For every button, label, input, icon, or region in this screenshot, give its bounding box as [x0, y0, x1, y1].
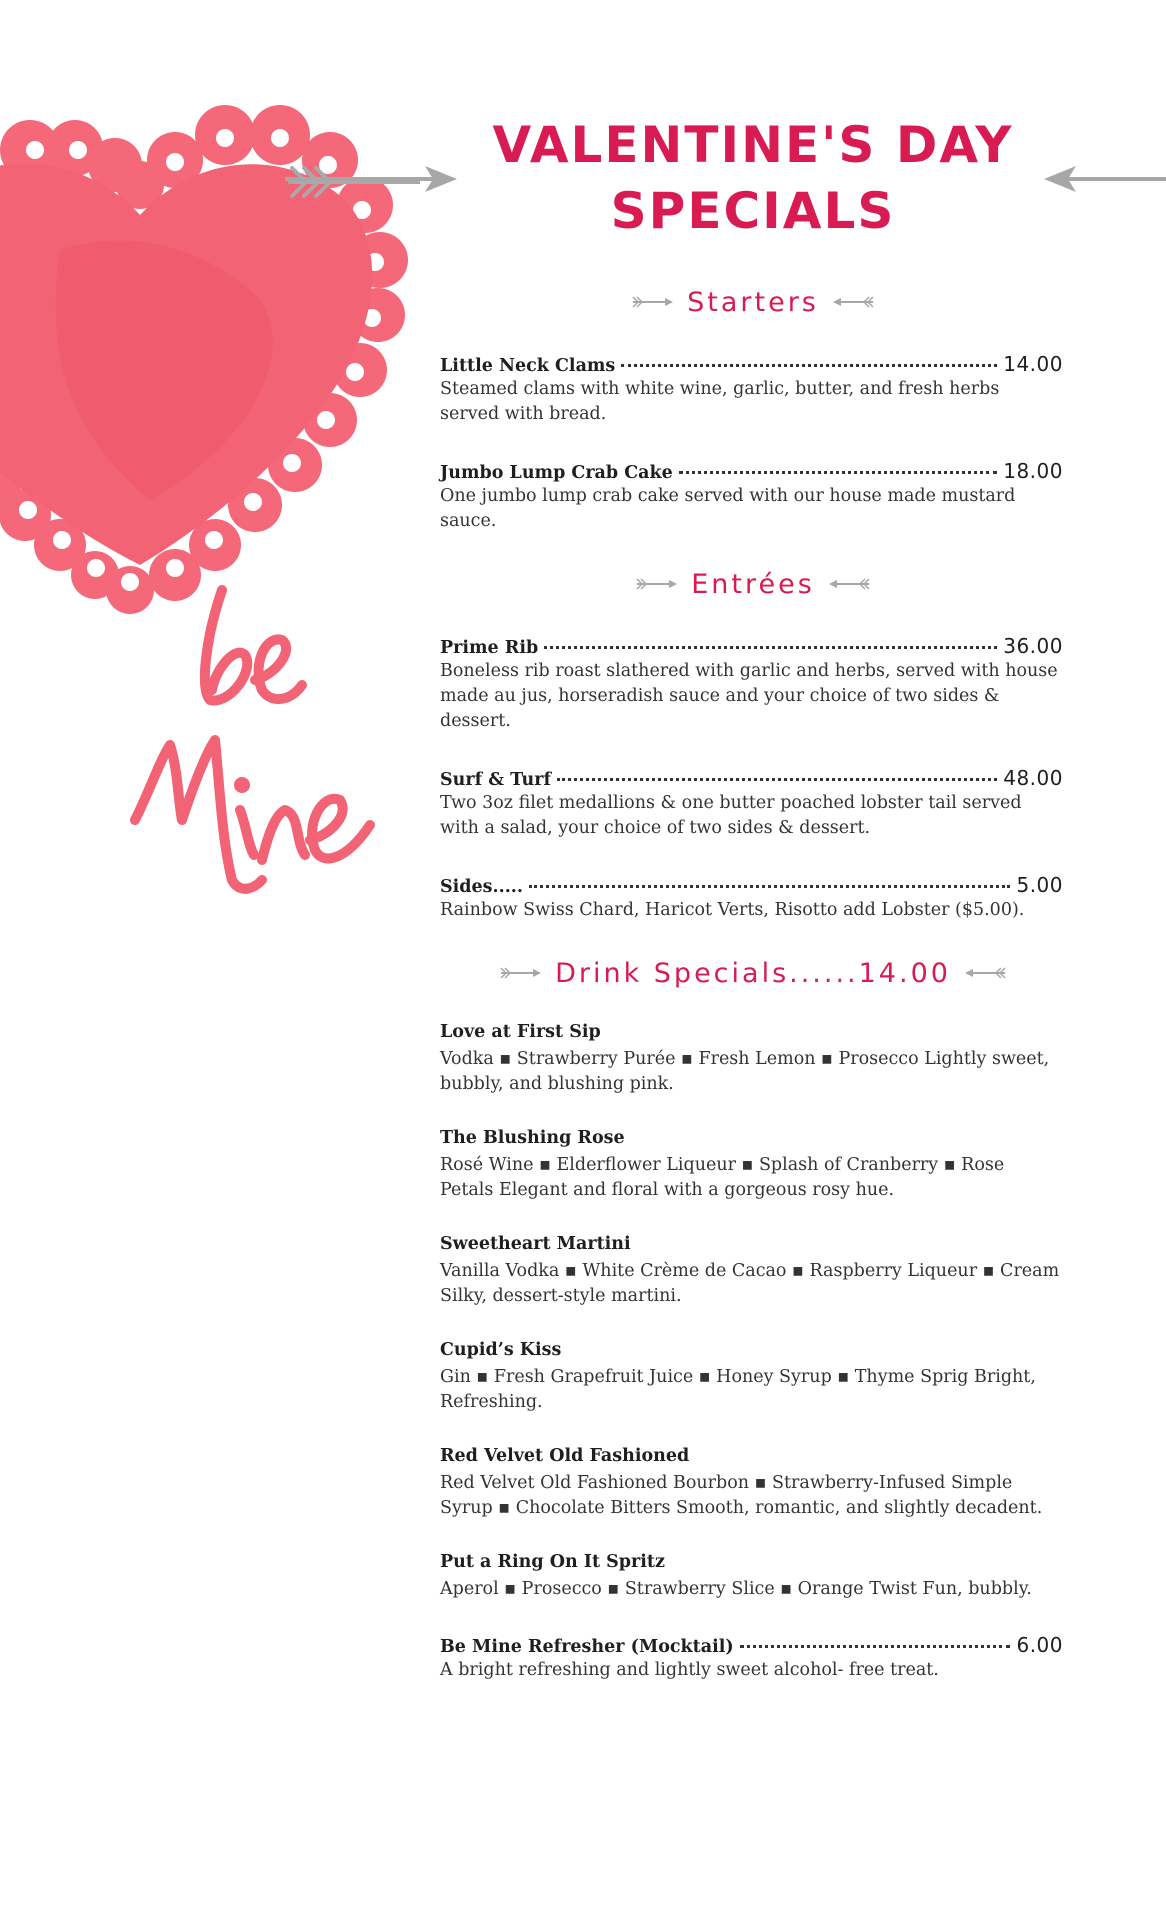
drink-item-header	[440, 1234, 1063, 1259]
heading-arrow-left-icon	[635, 577, 679, 591]
menu-item-header	[440, 873, 1063, 898]
drink-item	[440, 1022, 1063, 1097]
page-title	[430, 112, 1076, 244]
menu-item	[440, 352, 1063, 427]
section-heading-text: Drink Specials......14.00	[555, 957, 951, 989]
menu-item-description: Rainbow Swiss Chard, Haricot Verts, Risotto add Lobster ($5.00).	[440, 900, 1025, 920]
drink-item-header	[440, 1552, 1063, 1577]
drink-item-header	[440, 1128, 1063, 1153]
drink-item-description: Aperol ▪ Prosecco ▪ Strawberry Slice ▪ Orange Twist Fun, bubbly.	[440, 1579, 1032, 1599]
dot-leader	[621, 364, 997, 367]
menu-item-price: 48.00	[1003, 766, 1063, 790]
heading-arrow-left-icon	[499, 966, 543, 980]
heading-arrow-right-icon	[827, 577, 871, 591]
menu-item-name: Jumbo Lump Crab Cake	[440, 463, 673, 483]
drink-item-header	[440, 1633, 1063, 1658]
menu-item-header	[440, 352, 1063, 377]
section-heading-starters	[440, 284, 1066, 320]
dot-leader	[740, 1645, 1011, 1648]
drink-item-name: Red Velvet Old Fashioned	[440, 1446, 690, 1466]
menu-item-description: One jumbo lump crab cake served with our house made mustard sauce.	[440, 486, 1016, 531]
menu-item-name: Little Neck Clams	[440, 356, 616, 376]
drink-item-header	[440, 1446, 1063, 1471]
menu-item	[440, 459, 1063, 534]
drink-item-description: Rosé Wine ▪ Elderflower Liqueur ▪ Splash of Cranberry ▪ Rose Petals Elegant and floral with a gorgeous rosy hue.	[440, 1155, 1005, 1200]
drink-item-name: The Blushing Rose	[440, 1128, 625, 1148]
drink-item-description: Red Velvet Old Fashioned Bourbon ▪ Strawberry-Infused Simple Syrup ▪ Chocolate Bitters Smooth, romantic, and slightly decadent.	[440, 1473, 1043, 1518]
dot-leader	[557, 778, 997, 781]
drink-item-name: Cupid’s Kiss	[440, 1340, 562, 1360]
heading-arrow-right-icon	[963, 966, 1007, 980]
heading-arrow-left-icon	[631, 295, 675, 309]
menu-item	[440, 634, 1063, 734]
drink-item-price: 6.00	[1016, 1633, 1063, 1657]
menu-item-description: Steamed clams with white wine, garlic, butter, and fresh herbs served with bread.	[440, 379, 1000, 424]
drink-item-description: Vanilla Vodka ▪ White Crème de Cacao ▪ Raspberry Liqueur ▪ Cream Silky, dessert-style martini.	[440, 1261, 1060, 1306]
section-heading-text: Entrées	[691, 568, 815, 600]
drink-item-header	[440, 1340, 1063, 1365]
drink-item-header	[440, 1022, 1063, 1047]
title-arrow-left-pointing-icon	[1040, 162, 1166, 196]
drink-item	[440, 1234, 1063, 1309]
drink-item-description: Vodka ▪ Strawberry Purée ▪ Fresh Lemon ▪ Prosecco Lightly sweet, bubbly, and blushing pink.	[440, 1049, 1050, 1094]
drink-item	[440, 1633, 1063, 1683]
menu-item-description: Boneless rib roast slathered with garlic and herbs, served with house made au jus, horseradish sauce and your choice of two sides & dessert.	[440, 661, 1058, 731]
dot-leader	[679, 471, 997, 474]
drink-item-name: Sweetheart Martini	[440, 1234, 631, 1254]
menu-item-header	[440, 634, 1063, 659]
menu-item-name: Sides.....	[440, 877, 523, 897]
drink-item	[440, 1552, 1063, 1602]
menu-item-price: 36.00	[1003, 634, 1063, 658]
section-heading-text: Starters	[687, 286, 819, 318]
menu-item-price: 18.00	[1003, 459, 1063, 483]
menu-item-header	[440, 459, 1063, 484]
drink-item-description: Gin ▪ Fresh Grapefruit Juice ▪ Honey Syrup ▪ Thyme Sprig Bright, Refreshing.	[440, 1367, 1036, 1412]
title-line-2: SPECIALS	[610, 182, 896, 240]
drink-item-description: A bright refreshing and lightly sweet alcohol- free treat.	[440, 1660, 939, 1680]
dot-leader	[529, 885, 1010, 888]
drink-item-name: Put a Ring On It Spritz	[440, 1552, 665, 1572]
drink-item-name: Be Mine Refresher (Mocktail)	[440, 1637, 734, 1657]
menu-item	[440, 766, 1063, 841]
menu-item-price: 14.00	[1003, 352, 1063, 376]
drink-item-name: Love at First Sip	[440, 1022, 601, 1042]
menu-item-name: Prime Rib	[440, 638, 539, 658]
heart-illustration	[0, 0, 420, 900]
drink-item	[440, 1128, 1063, 1203]
dot-leader	[544, 646, 997, 649]
drink-item	[440, 1446, 1063, 1521]
title-line-1: VALENTINE'S DAY	[492, 116, 1014, 174]
menu-item-header	[440, 766, 1063, 791]
menu-item	[440, 873, 1063, 923]
drink-item	[440, 1340, 1063, 1415]
menu-item-name: Surf & Turf	[440, 770, 551, 790]
heading-arrow-right-icon	[831, 295, 875, 309]
menu-item-description: Two 3oz filet medallions & one butter poached lobster tail served with a salad, your choice of two sides & dessert.	[440, 793, 1022, 838]
menu-item-price: 5.00	[1016, 873, 1063, 897]
be-mine-script	[135, 590, 370, 889]
title-arrow-right-pointing-icon	[285, 162, 460, 196]
section-heading-drinks	[440, 955, 1066, 991]
section-heading-entrees	[440, 566, 1066, 602]
